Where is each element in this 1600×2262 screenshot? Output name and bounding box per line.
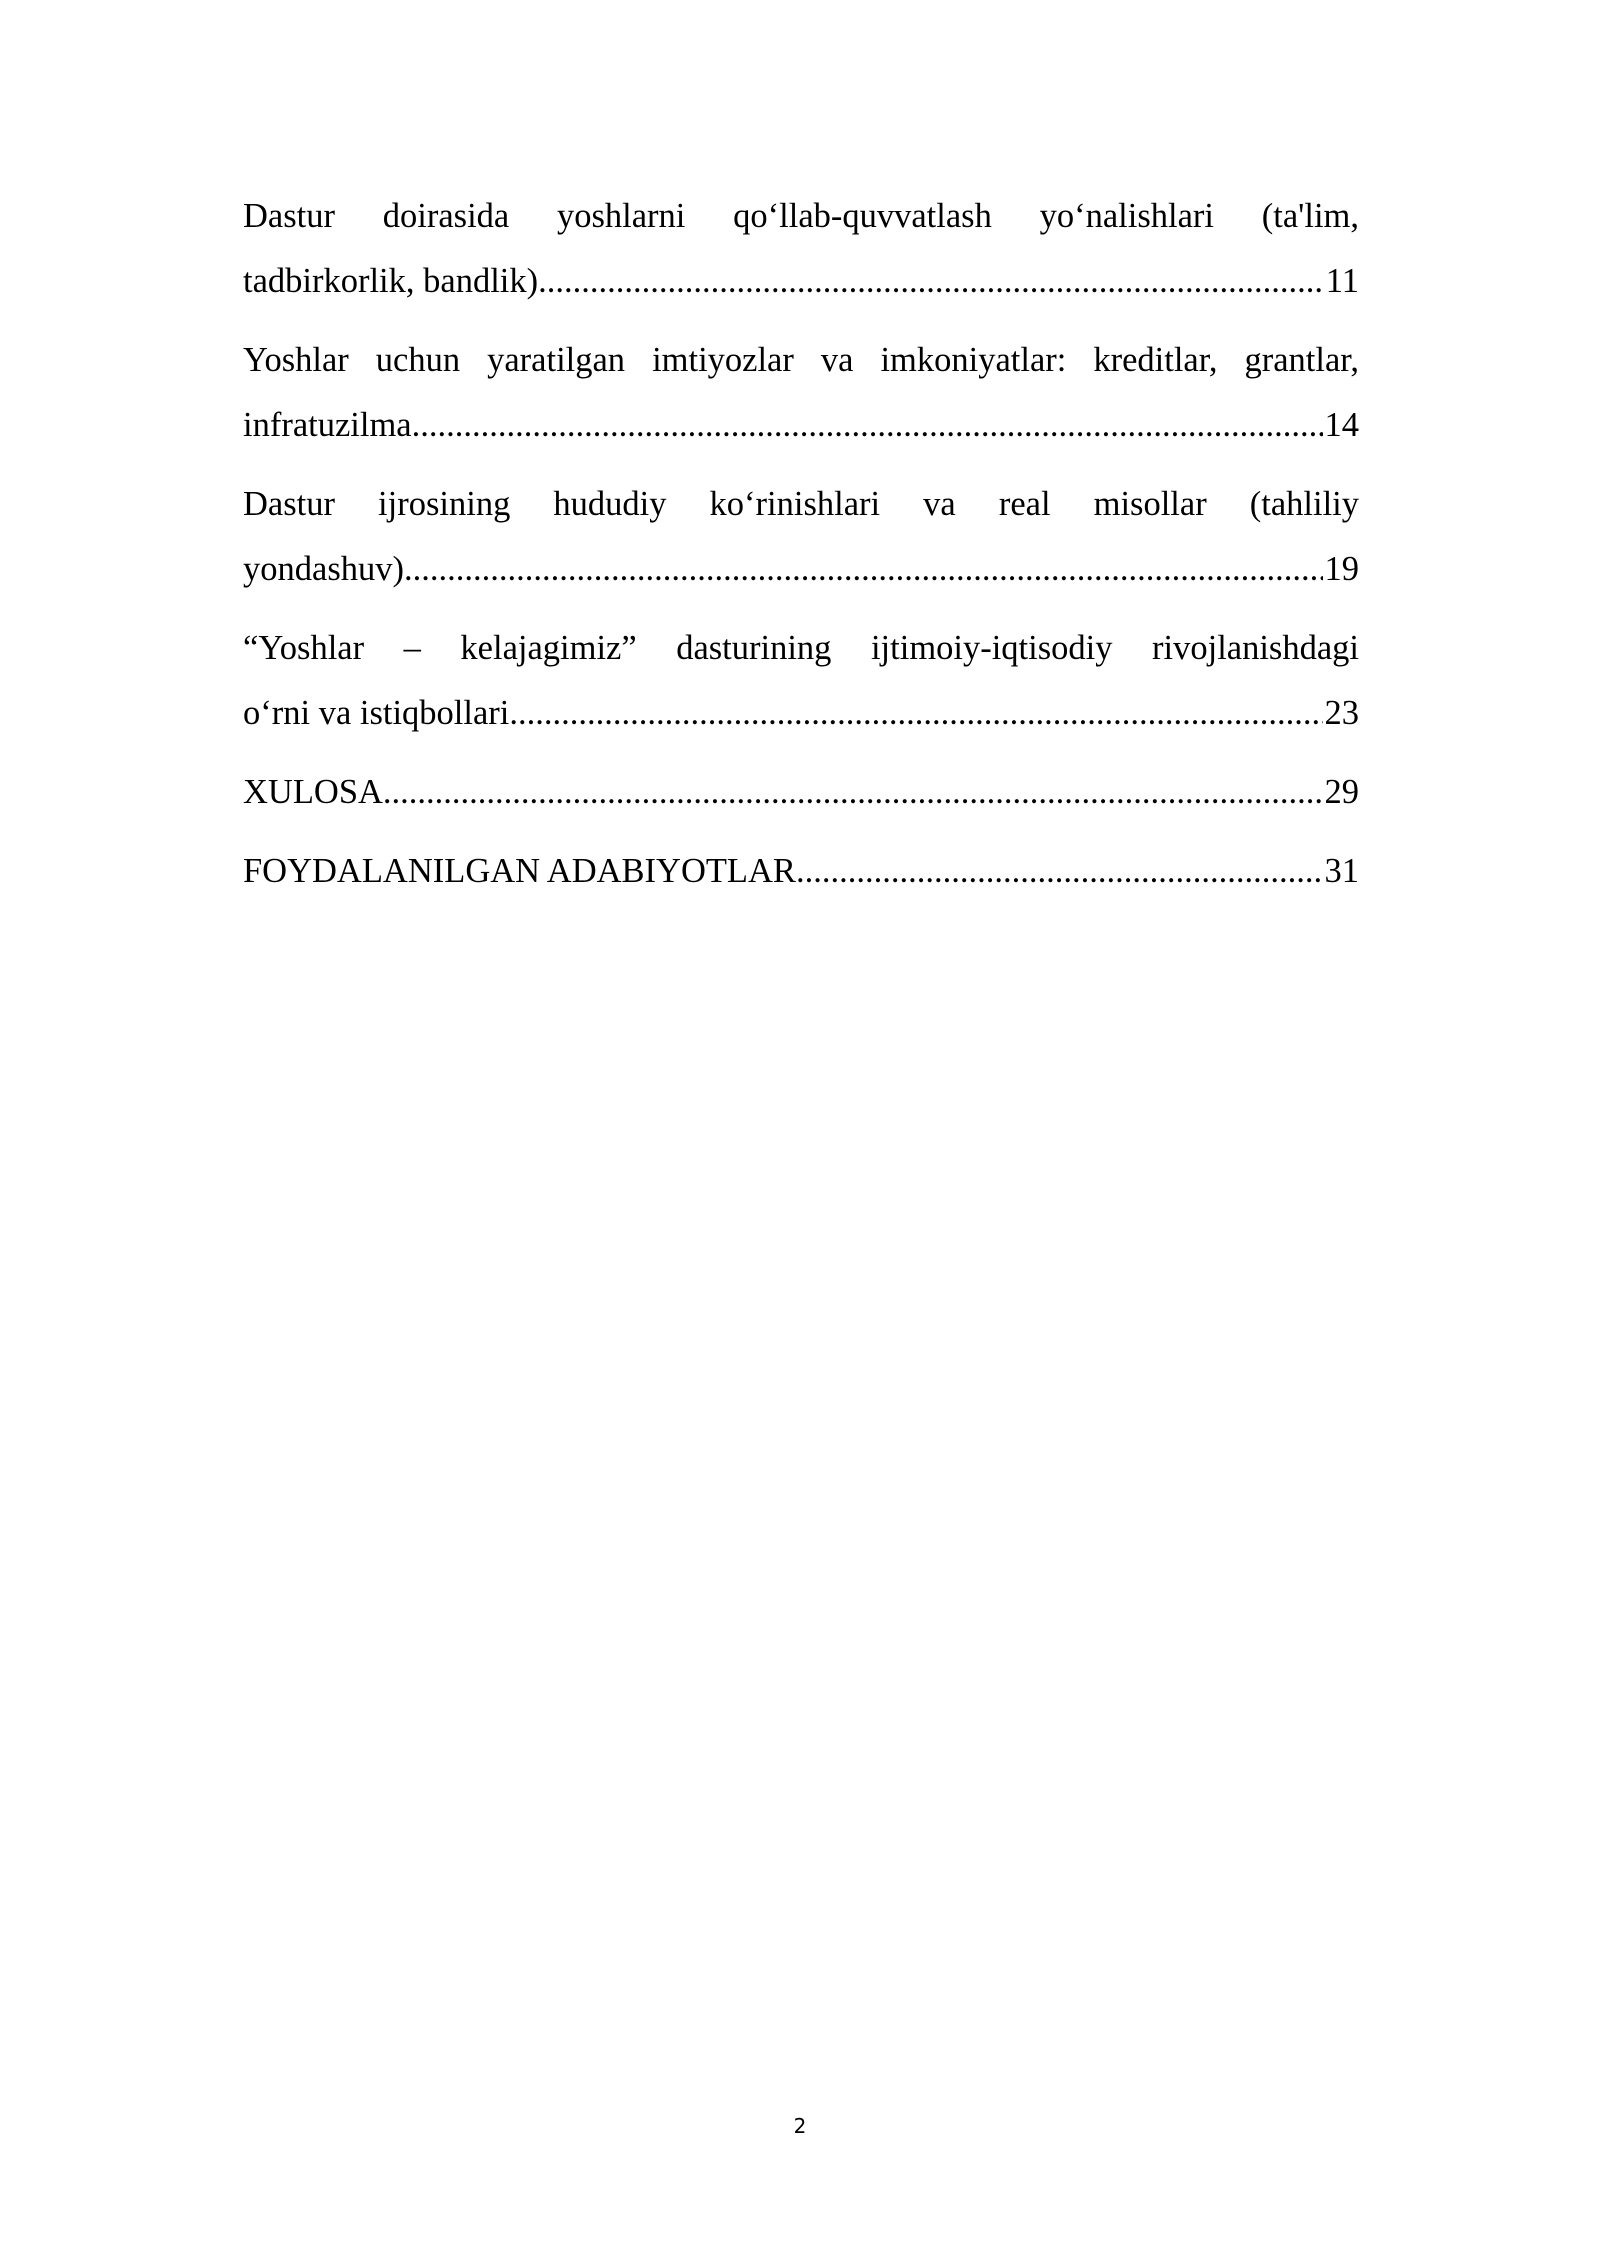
toc-entry-last-line <box>243 249 1359 314</box>
toc-page-number: 29 <box>1324 773 1359 811</box>
toc-entry-title-end: o‘rni va istiqbollari <box>243 694 510 732</box>
toc-entry-title-end: tadbirkorlik, bandlik) <box>243 262 539 300</box>
toc-entry <box>243 839 1359 904</box>
toc-entry-last-line <box>243 393 1359 458</box>
toc-entry-title-line: “Yoshlar – kelajagimiz” dasturining ijtimoiy-iqtisodiy rivojlanishdagi <box>243 629 1359 667</box>
toc-entry-title-line: Yoshlar uchun yaratilgan imtiyozlar va imkoniyatlar: kreditlar, grantlar, <box>243 341 1359 379</box>
toc-entry-title-line: Dastur ijrosining hududiy ko‘rinishlari va real misollar (tahliliy <box>243 485 1359 523</box>
toc-entry <box>243 184 1359 314</box>
toc-entry-last-line <box>243 839 1359 904</box>
toc-page-number: 23 <box>1324 694 1359 732</box>
toc-entry-last-line <box>243 760 1359 825</box>
toc-page-number: 19 <box>1324 550 1359 588</box>
toc-dot-leader <box>796 839 1323 904</box>
toc-entry <box>243 760 1359 825</box>
page-number: 2 <box>793 2114 807 2138</box>
toc-entry-last-line <box>243 537 1359 602</box>
toc-entry-title-end: FOYDALANILGAN ADABIYOTLAR <box>243 852 796 890</box>
toc-entry-title-end: yondashuv) <box>243 550 404 588</box>
toc-entry <box>243 616 1359 746</box>
toc-entry <box>243 472 1359 602</box>
toc-entry <box>243 328 1359 458</box>
toc-entry-last-line <box>243 681 1359 746</box>
toc-dot-leader <box>383 760 1323 825</box>
toc-page-number: 14 <box>1324 406 1359 444</box>
toc-entry-title-end: infratuzilma <box>243 406 412 444</box>
toc-page-number: 11 <box>1325 262 1359 300</box>
table-of-contents <box>243 184 1359 918</box>
toc-entry-title-line: Dastur doirasida yoshlarni qo‘llab-quvvatlash yo‘nalishlari (ta'lim, <box>243 197 1359 235</box>
toc-dot-leader <box>412 393 1323 458</box>
toc-page-number: 31 <box>1324 852 1359 890</box>
toc-entry-title-end: XULOSA <box>243 773 383 811</box>
toc-dot-leader <box>509 681 1322 746</box>
toc-dot-leader <box>538 249 1324 314</box>
toc-dot-leader <box>404 537 1323 602</box>
